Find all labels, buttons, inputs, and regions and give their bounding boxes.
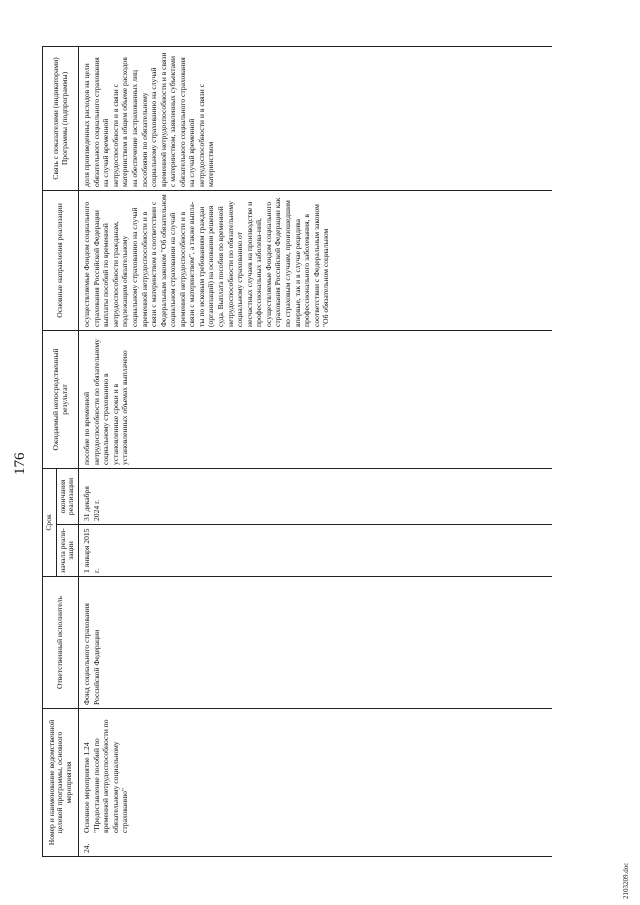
cell-program-name <box>79 709 553 857</box>
header-expected-result: Ожидаемый непосредственный результат <box>43 330 79 468</box>
page-number: 176 <box>12 452 28 475</box>
program-table <box>42 46 552 857</box>
header-indicator-link: Связь с показателями (индикаторами) Программы (подпрограммы) <box>43 46 79 190</box>
row-number: 24. <box>82 843 92 853</box>
cell-executor: Фонд социального страхования Российской Федерации <box>79 577 553 709</box>
header-executor: Ответственный исполнитель <box>43 577 79 709</box>
cell-start-date: 1 января 2015 г. <box>79 525 553 577</box>
cell-directions: осуществляемые Фондом социального страхования Российской Федерации выплаты пособий по временной нетрудоспособности гражданам, подлежащим обязательному социальному страхованию на случай временной нетрудоспособности и в связи с материнством в соответствии с Федеральным законом "Об обязательном социальном страховании на случай временной нетрудоспособности и в связи с материнством", а также выпла-ты по исковым требованиям граждан (организаций) на основании решения суда. Выплата пособия по временной нетрудоспособности по обязательному социальному страхованию от несчастных случаев на производстве и профессиональных заболева-ний, осуществляемые Фондом социального страхования Российской Федерации как по страховым случаям, произошедшим впервые, так и в случае рецидива профессионального заболевания, в соответствии с Федеральным законом "Об обязательном социальном <box>79 190 553 330</box>
row-name: Основное мероприятие 1.24 "Предоставление пособий по временной нетрудоспособности по обязательному социальному страхованию" <box>82 719 130 833</box>
document-id: 2103209.doc <box>622 862 630 899</box>
header-program-name: Номер и наименование ведомственной целевой программы, основного мероприятия <box>43 709 79 857</box>
header-term-start: начала реали-зации <box>56 525 78 577</box>
cell-expected-result: пособие по временной нетрудоспособности по обязательному социальному страхованию в установленные сроки и в установленных объемах выплачено <box>79 330 553 468</box>
table-row <box>79 46 553 856</box>
cell-end-date: 31 декабря 2024 г. <box>79 468 553 524</box>
header-directions: Основные направления реализации <box>43 190 79 330</box>
header-term: Срок <box>43 468 57 576</box>
cell-indicator-link: доля произведенных расходов на цели обязательного социального страхования на случай временной нетрудоспособности и в связи с материнством в общем объеме расходов на обеспечение застрахованных лиц пособиями по обязательному социальному страхованию на случай временной нетрудоспособности и в связи с материнством, заявленных субъектами обязательного социального страхования на случай временной нетрудоспособности и в связи с материнством <box>79 46 553 190</box>
header-term-end: окончания реализации <box>56 468 78 524</box>
